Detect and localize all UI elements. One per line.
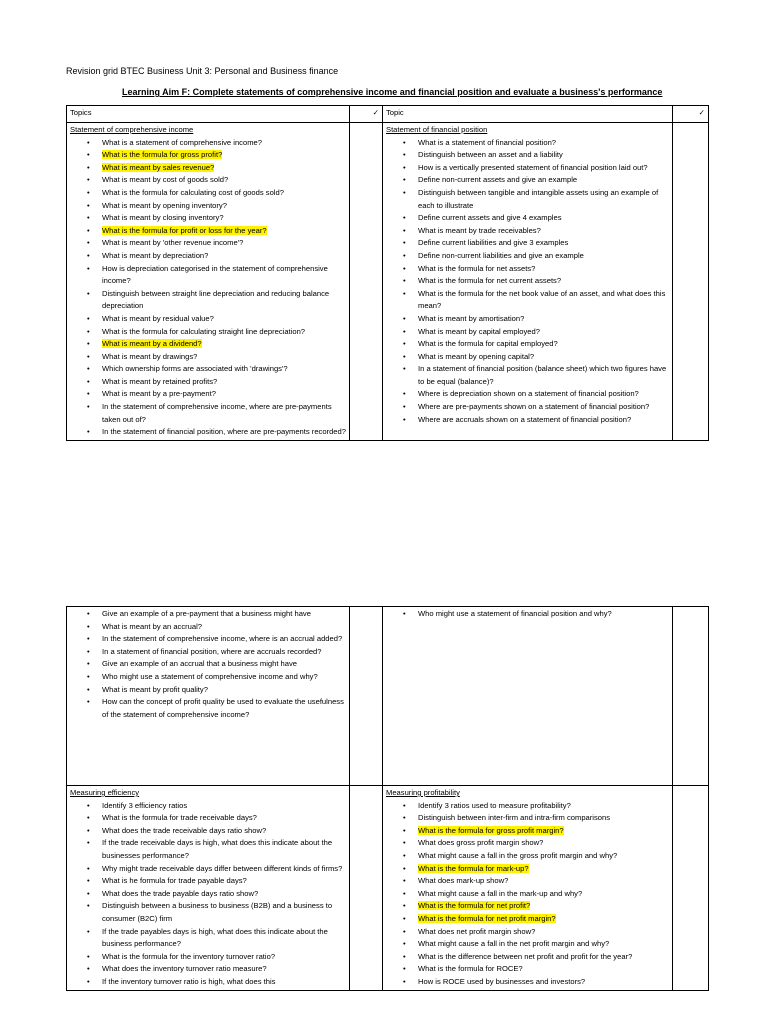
question-text: If the trade payables days is high, what does this indicate about the business performance? (102, 926, 328, 949)
question-text: Define current liabilities and give 3 examples (418, 238, 569, 248)
list-item (418, 237, 669, 250)
list-item (418, 875, 669, 888)
measuring-efficiency-cell (67, 786, 350, 991)
topic-header: Topic (383, 106, 673, 123)
tick-cell[interactable] (673, 786, 709, 991)
table-header-row (67, 106, 709, 123)
question-text: What is meant by capital employed? (418, 326, 540, 336)
question-text: What is meant by residual value? (102, 313, 214, 323)
question-text: How is a vertically presented statement of financial position laid out? (418, 162, 648, 172)
list-item (102, 963, 346, 976)
section-title: Statement of financial position (386, 125, 488, 134)
list-item (102, 900, 346, 925)
list-item (418, 888, 669, 901)
tick-cell[interactable] (673, 123, 709, 441)
question-text: Who might use a statement of financial position and why? (418, 609, 612, 618)
question-text: What is meant by opening capital? (418, 351, 535, 361)
tick-cell[interactable] (350, 607, 383, 786)
list-item (418, 275, 669, 288)
question-text: Who might use a statement of comprehensive income and why? (102, 671, 318, 681)
measuring-profitability-cell (383, 786, 673, 991)
list-item (102, 951, 346, 964)
question-text: In a statement of financial position, where are accruals recorded? (102, 646, 322, 656)
question-text: What is meant by depreciation? (102, 250, 209, 260)
question-text: What does the trade receivable days ratio show? (102, 825, 267, 835)
question-text: What does the trade payable days ratio show? (102, 888, 259, 898)
list-item (102, 658, 346, 671)
question-text: Which ownership forms are associated with 'drawings'? (102, 364, 288, 374)
question-text: Distinguish between a business to business (B2B) and a business to consumer (B2C) firm (102, 901, 333, 923)
list-item (418, 850, 669, 863)
list-item (102, 888, 346, 901)
list-item (102, 837, 346, 862)
section-title: Measuring efficiency (70, 788, 140, 797)
tick-cell[interactable] (350, 786, 383, 991)
question-list (70, 137, 346, 439)
question-text: What is the difference between net profit and profit for the year? (418, 951, 633, 961)
question-text: What is meant by closing inventory? (102, 213, 224, 223)
question-text: Identify 3 efficiency ratios (102, 800, 188, 810)
list-item (102, 926, 346, 951)
list-item (418, 363, 669, 388)
question-text: Why might trade receivable days differ between different kinds of firms? (102, 863, 343, 873)
question-text: What is a statement of comprehensive income? (102, 137, 262, 147)
document-subtitle: Learning Aim F: Complete statements of comprehensive income and financial position and evaluate a business's performance (122, 87, 663, 97)
question-text: Where are pre-payments shown on a statement of financial position? (418, 402, 650, 412)
list-item (102, 162, 346, 175)
list-item (102, 800, 346, 813)
list-item (418, 313, 669, 326)
list-item (102, 363, 346, 376)
highlighted-question: What is the formula for net profit? (418, 901, 531, 911)
revision-grid-table-continued (66, 606, 709, 991)
list-item (102, 812, 346, 825)
question-text: What does gross profit margin show? (418, 838, 544, 848)
list-item (418, 825, 669, 838)
financial-position-cell (383, 123, 673, 441)
question-text: Distinguish between inter-firm and intra-firm comparisons (418, 813, 611, 823)
list-item (418, 187, 669, 212)
question-text: In the statement of comprehensive income, where are pre-payments taken out of? (102, 402, 332, 424)
question-text: What is the formula for capital employed? (418, 339, 558, 349)
question-text: What might cause a fall in the net profit margin and why? (418, 939, 610, 949)
list-item (102, 313, 346, 326)
list-item (102, 426, 346, 439)
question-text: Give an example of an accrual that a business might have (102, 659, 298, 669)
list-item (102, 149, 346, 162)
question-text: In the statement of comprehensive income, where is an accrual added? (102, 634, 343, 644)
question-text: What is the formula for net assets? (418, 263, 536, 273)
question-text: What is meant by opening inventory? (102, 200, 227, 210)
question-text: What is the formula for the inventory turnover ratio? (102, 951, 276, 961)
list-item (102, 388, 346, 401)
table-row (67, 786, 709, 991)
highlighted-question: What is meant by a dividend? (102, 339, 202, 349)
list-item (418, 976, 669, 989)
question-text: What is the formula for net current assets? (418, 276, 562, 286)
question-list (386, 137, 669, 427)
question-text: What is the formula for calculating straight line depreciation? (102, 326, 306, 336)
list-item (418, 414, 669, 427)
list-item (418, 837, 669, 850)
question-text: Identify 3 ratios used to measure profitability? (418, 800, 571, 810)
table-row (67, 607, 709, 786)
list-item (418, 401, 669, 414)
question-text: What is a statement of financial position? (418, 137, 557, 147)
highlighted-question: What is the formula for gross profit margin? (418, 825, 564, 835)
question-text: What is meant by cost of goods sold? (102, 175, 229, 185)
list-item (418, 963, 669, 976)
topics-header: Topics (67, 106, 350, 123)
list-item (418, 951, 669, 964)
list-item (102, 863, 346, 876)
list-item (418, 351, 669, 364)
list-item (102, 174, 346, 187)
question-list (70, 800, 346, 989)
list-item (102, 671, 346, 684)
question-text: What is meant by drawings? (102, 351, 198, 361)
question-text: What is the formula for ROCE? (418, 964, 523, 974)
list-item (102, 338, 346, 351)
tick-cell[interactable] (350, 123, 383, 441)
question-list (70, 608, 346, 721)
list-item (418, 900, 669, 913)
question-text: What does the inventory turnover ratio measure? (102, 964, 267, 974)
tick-cell[interactable] (673, 607, 709, 786)
highlighted-question: What is meant by sales revenue? (102, 162, 215, 172)
highlighted-question: What is the formula for profit or loss for the year? (102, 225, 267, 235)
list-item (418, 326, 669, 339)
question-text: Distinguish between straight line depreciation and reducing balance depreciation (102, 288, 330, 311)
list-item (102, 825, 346, 838)
list-item (102, 633, 346, 646)
list-item (418, 174, 669, 187)
list-item (102, 875, 346, 888)
list-item (102, 401, 346, 426)
list-item (418, 250, 669, 263)
question-text: In a statement of financial position (balance sheet) which two figures have to be equal (balance)? (418, 364, 667, 386)
list-item (102, 326, 346, 339)
list-item (418, 938, 669, 951)
question-list (386, 608, 669, 621)
question-text: What is meant by amortisation? (418, 313, 525, 323)
question-text: How can the concept of profit quality be used to evaluate the usefulness of the statement of comprehensive income? (102, 697, 344, 719)
list-item (102, 225, 346, 238)
question-text: Define non-current liabilities and give an example (418, 250, 584, 260)
list-item (102, 212, 346, 225)
question-text: What is meant by 'other revenue income'? (102, 238, 244, 248)
question-text: Define non-current assets and give an example (418, 175, 578, 185)
list-item (102, 621, 346, 634)
continued-left-cell (67, 607, 350, 786)
list-item (418, 137, 669, 150)
list-item (102, 288, 346, 313)
question-text: If the inventory turnover ratio is high, what does this (102, 976, 276, 986)
list-item (102, 137, 346, 150)
question-text: Where is depreciation shown on a statement of financial position? (418, 389, 639, 399)
question-text: If the trade receivable days is high, what does this indicate about the businesses performance? (102, 838, 333, 860)
comprehensive-income-cell (67, 123, 350, 441)
list-item (102, 250, 346, 263)
question-text: Give an example of a pre-payment that a business might have (102, 609, 311, 618)
list-item (418, 863, 669, 876)
list-item (418, 608, 669, 621)
list-item (418, 225, 669, 238)
question-text: How is depreciation categorised in the statement of comprehensive income? (102, 263, 328, 286)
question-text: What does mark-up show? (418, 876, 509, 886)
list-item (102, 351, 346, 364)
list-item (418, 162, 669, 175)
list-item (102, 237, 346, 250)
list-item (418, 800, 669, 813)
list-item (102, 263, 346, 288)
list-item (102, 646, 346, 659)
question-text: In the statement of financial position, where are pre-payments recorded? (102, 427, 346, 437)
list-item (418, 212, 669, 225)
question-text: What is meant by retained profits? (102, 376, 218, 386)
tick-header: ✓ (350, 106, 383, 123)
list-item (418, 288, 669, 313)
question-text: Define current assets and give 4 examples (418, 213, 562, 223)
list-item (102, 976, 346, 989)
list-item (102, 696, 346, 721)
list-item (418, 812, 669, 825)
question-text: What is he formula for trade payable days? (102, 876, 247, 886)
list-item (102, 608, 346, 621)
question-text: What is the formula for calculating cost of goods sold? (102, 187, 284, 197)
question-text: What is the formula for the net book value of an asset, and what does this mean? (418, 288, 666, 311)
list-item (418, 149, 669, 162)
list-item (418, 263, 669, 276)
question-text: What is the formula for trade receivable days? (102, 813, 257, 823)
question-text: What might cause a fall in the mark-up and why? (418, 888, 583, 898)
highlighted-question: What is the formula for net profit margin? (418, 913, 556, 923)
list-item (102, 376, 346, 389)
question-text: What is meant by an accrual? (102, 621, 203, 631)
list-item (102, 187, 346, 200)
question-text: Distinguish between tangible and intangible assets using an example of each to illustrate (418, 187, 659, 210)
table-row (67, 123, 709, 441)
highlighted-question: What is the formula for gross profit? (102, 150, 223, 160)
list-item (418, 388, 669, 401)
list-item (102, 684, 346, 697)
question-text: What is meant by trade receivables? (418, 225, 541, 235)
question-text: How is ROCE used by businesses and investors? (418, 976, 586, 986)
section-title: Measuring profitability (386, 788, 460, 797)
list-item (418, 338, 669, 351)
continued-right-cell (383, 607, 673, 786)
tick-header: ✓ (673, 106, 709, 123)
highlighted-question: What is the formula for mark-up? (418, 863, 529, 873)
question-text: Where are accruals shown on a statement of financial position? (418, 414, 632, 424)
list-item (418, 913, 669, 926)
question-list (386, 800, 669, 989)
list-item (102, 200, 346, 213)
revision-grid-table (66, 105, 709, 441)
question-text: What might cause a fall in the gross profit margin and why? (418, 850, 618, 860)
question-text: What is meant by a pre-payment? (102, 389, 216, 399)
document-title: Revision grid BTEC Business Unit 3: Personal and Business finance (66, 66, 339, 76)
list-item (418, 926, 669, 939)
question-text: What does net profit margin show? (418, 926, 536, 936)
section-title: Statement of comprehensive income (70, 125, 194, 134)
question-text: Distinguish between an asset and a liability (418, 150, 563, 160)
question-text: What is meant by profit quality? (102, 684, 208, 694)
